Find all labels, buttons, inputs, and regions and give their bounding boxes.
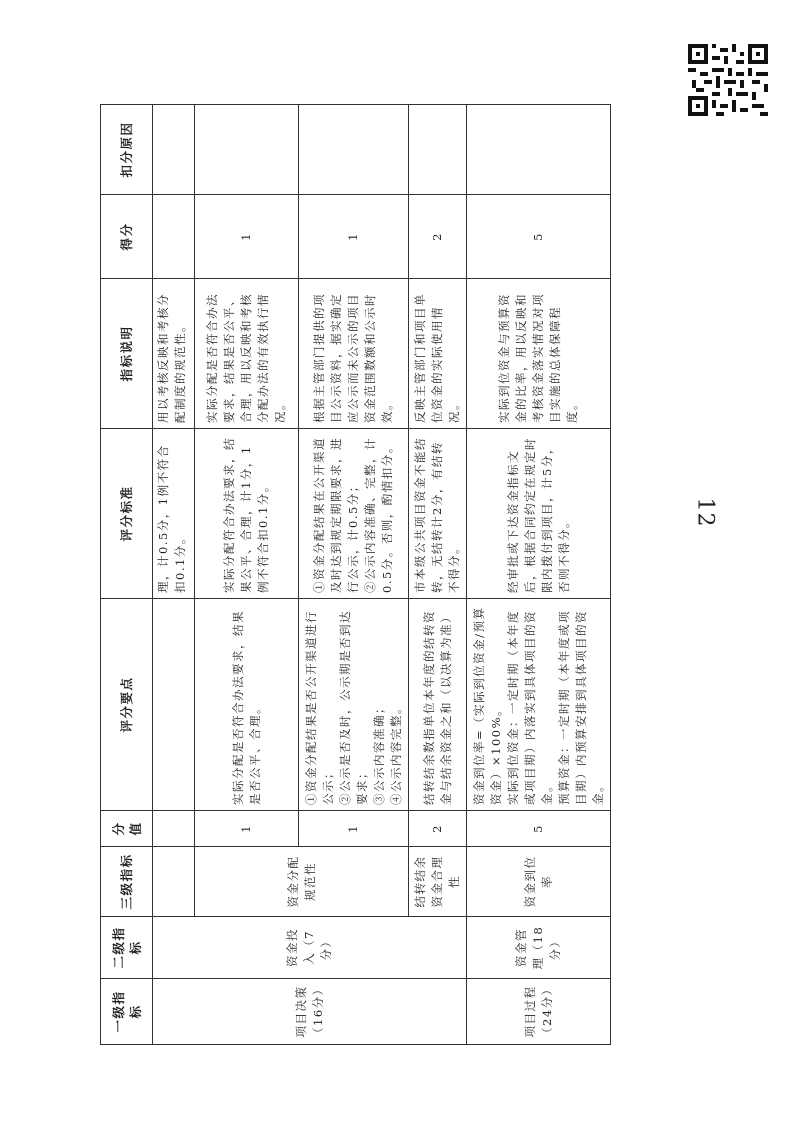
header-description: 指标说明 — [101, 279, 153, 429]
header-score-value: 分值 — [101, 811, 153, 847]
cell-score-value: 1 — [195, 811, 299, 847]
cell-key-points — [153, 599, 195, 811]
cell-standard: 实际分配符合办法要求，结果公平、合理，计1分，1例不符合扣0.1分。 — [195, 429, 299, 599]
header-level1: 一级指标 — [101, 979, 153, 1045]
header-standard: 评分标准 — [101, 429, 153, 599]
cell-score-value: 5 — [467, 811, 611, 847]
table-row — [409, 105, 467, 1045]
cell-description: 实际分配是否符合办法要求，结果是否公平、合理，用以反映和考核分配办法的有效执行情况。 — [195, 279, 299, 429]
table-header-row — [101, 105, 153, 1045]
cell-level1: 项目决策（16分） — [153, 979, 467, 1045]
cell-score: 1 — [195, 195, 299, 279]
cell-level3: 资金到位率 — [467, 847, 611, 917]
cell-standard: 市本级公共项目资金不能结转，无结转计2分，有结转不得分。 — [409, 429, 467, 599]
cell-standard: 经审批或下达资金指标文后，根据合同约定在规定时限内拨付到项目，计5分，否则不得分。 — [467, 429, 611, 599]
cell-standard: ①资金分配结果在公开渠道及时达到规定期限要求，进行公示，计0.5分； ②公示内容准确、完整，计0.5分。否则，酌情扣分。 — [299, 429, 409, 599]
cell-level3: 资金分配规范性 — [195, 847, 409, 917]
header-key-points: 评分要点 — [101, 599, 153, 811]
cell-level2: 资金投入（7分） — [153, 917, 467, 979]
cell-score: 5 — [467, 195, 611, 279]
cell-key-points: 实际分配是否符合办法要求，结果是否公平、合理。 — [195, 599, 299, 811]
cell-description: 用以考核反映和考核分配制度的规范性。 — [153, 279, 195, 429]
cell-score-value: 1 — [299, 811, 409, 847]
cell-score: 2 — [409, 195, 467, 279]
cell-deduction-reason — [409, 105, 467, 195]
cell-level3 — [153, 847, 195, 917]
cell-description: 实际到位资金与预算资金的比率，用以反映和考核资金落实情况对项目实施的总体保障程度。 — [467, 279, 611, 429]
cell-deduction-reason — [195, 105, 299, 195]
qr-code-icon — [688, 44, 768, 116]
table-row — [195, 105, 299, 1045]
header-score: 得分 — [101, 195, 153, 279]
cell-description: 反映主管部门和项目单位资金的实际使用情况。 — [409, 279, 467, 429]
cell-key-points: 结转结余数指单位本年度的结转资金与结余资金之和（以决算为准） — [409, 599, 467, 811]
cell-deduction-reason — [299, 105, 409, 195]
cell-key-points: 资金到位率=（实际到位资金/预算资金）×100%。 实际到位资金：一定时期（本年度或项目期）内落实到具体项目的资金。 预算资金：一定时期（本年度或项目期）内预算安排到具体项目的资金。 — [467, 599, 611, 811]
cell-score — [153, 195, 195, 279]
table-row — [467, 105, 611, 1045]
table-row — [153, 105, 195, 1045]
header-level3: 三级指标 — [101, 847, 153, 917]
header-deduction-reason: 扣分原因 — [101, 105, 153, 195]
rotated-table-wrapper — [100, 105, 610, 1045]
cell-level3: 结转结余资金合理性 — [409, 847, 467, 917]
cell-score: 1 — [299, 195, 409, 279]
cell-level1: 项目过程（24分） — [467, 979, 611, 1045]
cell-standard: 理，计0.5分，1例不符合扣0.1分。 — [153, 429, 195, 599]
cell-deduction-reason — [467, 105, 611, 195]
header-level2: 二级指标 — [101, 917, 153, 979]
cell-deduction-reason — [153, 105, 195, 195]
evaluation-table — [100, 104, 611, 1045]
page-number: 12 — [692, 497, 718, 528]
cell-score-value: 2 — [409, 811, 467, 847]
cell-score-value — [153, 811, 195, 847]
cell-description: 根据主管部门提供的项目公示资料，据实确定应公示而未公示的项目资金范围数额和公示时效。 — [299, 279, 409, 429]
cell-key-points: ①资金分配结果是否公开渠道进行公示； ②公示是否及时，公示期是否到达要求； ③公示内容准确； ④公示内容完整。 — [299, 599, 409, 811]
cell-level2: 资金管理（18分） — [467, 917, 611, 979]
